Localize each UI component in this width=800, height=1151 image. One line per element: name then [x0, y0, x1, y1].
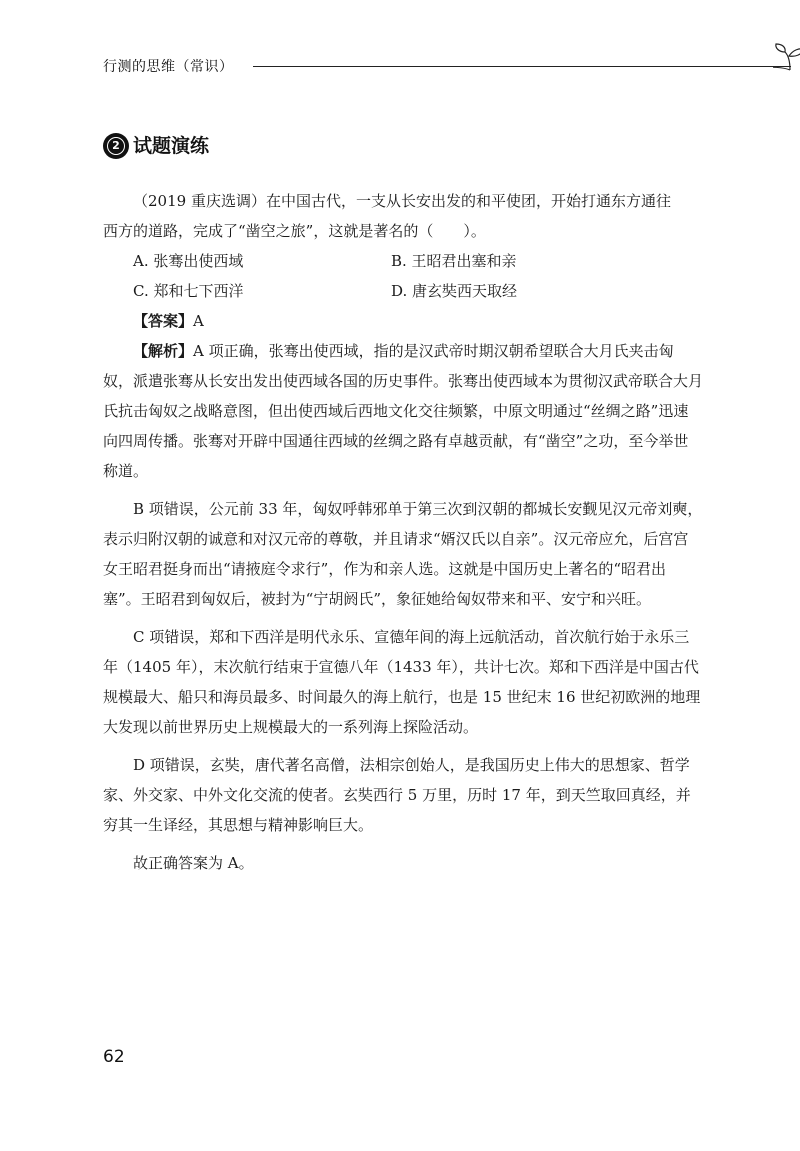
answer-line	[103, 306, 703, 336]
analysis-label: 【解析】	[133, 342, 194, 360]
analysis-text-a: A 项正确，张骞出使西域，指的是汉武帝时期汉朝希望联合大月氏夹击匈奴，派遣张骞从长安出发出使西域各国的历史事件。张骞出使西域本为贯彻汉武帝联合大月氏抗击匈奴之战略意图，但出使西域后西地文化交往频繁，中原文明通过“丝绸之路”迅速向四周传播。张骞对开辟中国通往西域的丝绸之路有卓越贡献，有“凿空”之功，至今举世称道。	[103, 342, 704, 480]
book-title: 行测的思维（常识）	[103, 59, 234, 75]
sprout-icon	[773, 42, 800, 72]
section-number-badge	[103, 133, 129, 159]
page-number: 62	[103, 1047, 125, 1067]
option-b: B. 王昭君出塞和亲	[391, 252, 517, 270]
header-rule	[253, 66, 791, 67]
option-a: A. 张骞出使西域	[133, 252, 244, 270]
question-stem-line1: （2019 重庆选调）在中国古代，一支从长安出发的和平使团，开始打通东方通往	[133, 192, 671, 210]
section-title: 试题演练	[133, 135, 210, 157]
question-stem-line2: 西方的道路，完成了“凿空之旅”，这就是著名的（ ）。	[103, 222, 486, 240]
answer-label: 【答案】	[133, 312, 194, 330]
analysis-paragraph-a	[103, 336, 703, 486]
analysis-paragraph-c: C 项错误，郑和下西洋是明代永乐、宣德年间的海上远航活动，首次航行始于永乐三年（1405 年），末次航行结束于宣德八年（1433 年），共计七次。郑和下西洋是中国古代规模最大、船只和海员最多、时间最久的海上航行，也是 15 世纪末 16 世纪初欧洲的地理大发现以前世界历史上规模最大的一系列海上探险活动。	[103, 628, 701, 736]
option-d: D. 唐玄奘西天取经	[391, 282, 518, 300]
analysis-conclusion: 故正确答案为 A。	[133, 854, 254, 872]
running-header	[103, 44, 713, 78]
section-number: 2	[107, 137, 125, 155]
analysis-paragraph-b: B 项错误，公元前 33 年，匈奴呼韩邪单于第三次到汉朝的都城长安觐见汉元帝刘奭，表示归附汉朝的诚意和对汉元帝的尊敬，并且请求“婿汉氏以自亲”。汉元帝应允，后宫宫女王昭君挺身而出“请掖庭令求行”，作为和亲人选。这就是中国历史上著名的“昭君出塞”。王昭君到匈奴后，被封为“宁胡阏氏”，象征她给匈奴带来和平、安宁和兴旺。	[103, 500, 703, 608]
answer-options	[103, 246, 703, 306]
main-content	[103, 186, 703, 878]
analysis-paragraph-d: D 项错误，玄奘，唐代著名高僧，法相宗创始人，是我国历史上伟大的思想家、哲学家、外交家、中外文化交流的使者。玄奘西行 5 万里，历时 17 年，到天竺取回真经，并穷其一生译经，其思想与精神影响巨大。	[103, 756, 691, 834]
answer-value: A	[193, 312, 204, 330]
option-c: C. 郑和七下西洋	[133, 282, 244, 300]
